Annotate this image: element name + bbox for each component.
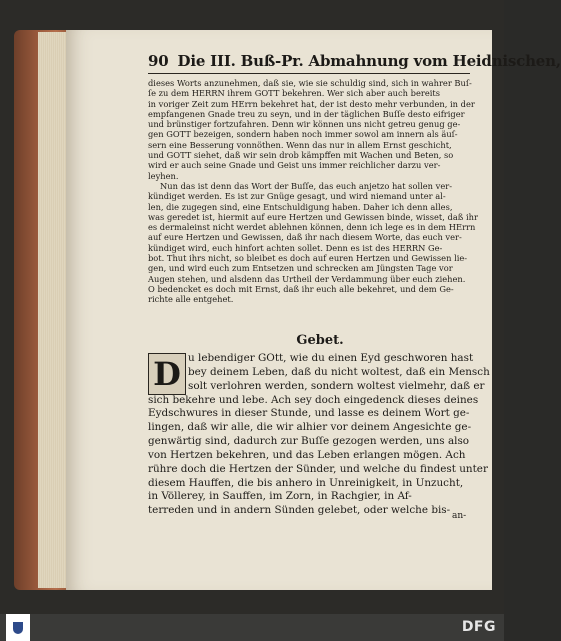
- text-line: len, die zugegen sind, eine Entschuldigung haben. Daher ich denn alles,: [148, 201, 453, 212]
- prayer-text: [148, 352, 490, 518]
- text-line: gen GOTT bezeigen, sondern haben noch immer sowol am innern als äuſ-: [148, 129, 458, 140]
- text-line: wird er auch seine Gnade und Geist uns immer reichlicher darzu ver-: [148, 160, 441, 171]
- text-line: kündiget wird, euch hinfort achten sollet. Denn es ist des HERRN Ge-: [148, 242, 443, 253]
- prayer-line: sich bekehre und lebe. Ach sey doch eingedenck dieses deines: [148, 393, 479, 406]
- text-line: leyhen.: [148, 170, 179, 181]
- prayer-line: in Völlerey, in Sauffen, im Zorn, in Rachgier, in Af-: [148, 490, 412, 503]
- prayer-line: Eydschwures in dieser Stunde, und lasse es deinem Wort ge-: [148, 407, 470, 420]
- text-line: gen, und wird euch zum Entsetzen und schrecken am Jüngsten Tage vor: [148, 263, 453, 274]
- catchword: an-: [452, 511, 467, 521]
- prayer-line: genwärtig sind, dadurch zur Buſſe gezogen werden, uns also: [148, 435, 470, 448]
- text-line: und GOTT siehet, daß wir sein drob kämpffen mit Wachen und Beten, so: [148, 150, 454, 161]
- header-rule: [148, 73, 470, 74]
- text-line: es dermaleinst nicht werdet ablehnen können, denn ich lege es in dem HErrn: [148, 222, 476, 233]
- text-line: in voriger Zeit zum HErrn bekehret hat, der ist desto mehr verbunden, in der: [148, 98, 475, 109]
- prayer-line: bey deinem Leben, daß du nicht woltest, daß ein Mensch: [188, 365, 490, 378]
- prayer-line: von Hertzen bekehren, und das Leben erlangen mögen. Ach: [148, 448, 466, 461]
- text-line: O bedencket es doch mit Ernst, daß ihr euch alle bekehret, und dem Ge-: [148, 283, 454, 294]
- text-line: sern eine Besserung vonnöthen. Wenn das nur in allem Ernst geschicht,: [148, 139, 452, 150]
- body-text: [148, 78, 478, 305]
- prayer-line: solt verlohren werden, sondern woltest vielmehr, daß er: [188, 379, 485, 392]
- text-line: Augen stehen, und alsdenn das Urtheil der Verdammung über euch ziehen.: [148, 273, 466, 284]
- text-line: auf eure Hertzen und Gewissen, daß ihr nach diesem Worte, das euch ver-: [148, 232, 462, 243]
- text-line: Nun das ist denn das Wort der Buſſe, das euch anjetzo hat sollen ver-: [160, 180, 453, 191]
- page-number: 90: [148, 52, 169, 70]
- text-line: empfangenen Gnade treu zu seyn, und in der täglichen Buſſe desto eifriger: [148, 108, 465, 119]
- prayer-line: u lebendiger GOtt, wie du einen Eyd geschworen hast: [188, 352, 474, 364]
- section-title: Gebet.: [296, 333, 344, 348]
- text-line: was geredet ist, hiermit auf eure Hertzen und Gewissen binde, wisset, daß ihr: [148, 211, 478, 222]
- text-line: dieses Worts anzunehmen, daß sie, wie sie schuldig sind, sich in wahrer Buſ-: [148, 78, 472, 88]
- prayer-line: terreden und in andern Sünden gelebet, oder welche bis-: [148, 504, 451, 517]
- text-line: ſe zu dem HERRN ihrem GOTT bekehren. Wer sich aber auch bereits: [148, 88, 440, 99]
- drop-cap-initial: D: [148, 353, 186, 395]
- text-line: richte alle entgehet.: [148, 294, 234, 305]
- running-head-title: Die III. Buß-Pr. Abmahnung vom Heidnischen,: [177, 52, 561, 70]
- text-line: kündiget werden. Es ist zur Gnüge gesagt, und wird niemand unter al-: [148, 191, 446, 202]
- library-logo[interactable]: [6, 614, 30, 641]
- prayer-line: lingen, daß wir alle, die wir alhier vor deinem Angesichte ge-: [148, 421, 472, 434]
- dfg-logo[interactable]: DFG: [461, 619, 496, 635]
- text-line: bot. Thut ihrs nicht, so bleibet es doch auf euren Hertzen und Gewissen lie-: [148, 253, 468, 264]
- prayer-line: diesem Hauffen, die bis anhero in Unreinigkeit, in Unzucht,: [148, 476, 464, 489]
- text-line: und brünstiger fortzufahren. Denn wir können uns nicht getreu genug ge-: [148, 119, 461, 130]
- shield-icon: [13, 622, 23, 634]
- viewer-footer: [0, 614, 504, 641]
- running-head: [148, 52, 561, 74]
- prayer-line: rühre doch die Hertzen der Sünder, und welche du findest unter: [148, 462, 488, 475]
